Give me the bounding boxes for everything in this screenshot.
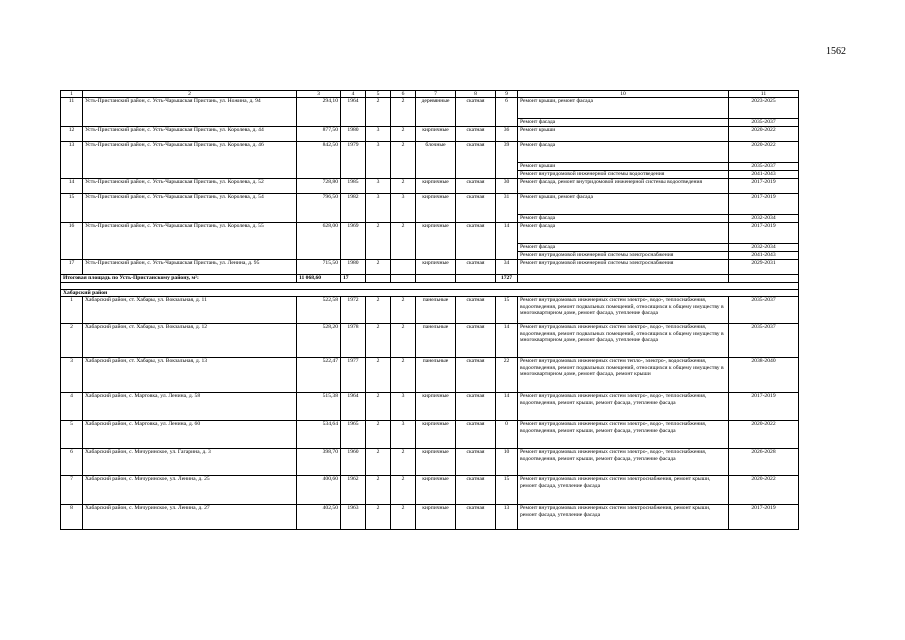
wall-material-cell: кирпичные [416, 127, 456, 142]
works-cell: Ремонт внутридомовых инженерных систем электро-, водо-, теплоснабжения, водоотведения, ремонт крыши, ремонт фасада, утепление фасада [518, 449, 729, 476]
build-year-cell: 1978 [341, 324, 366, 358]
header-cell-floors: 5 [366, 91, 391, 98]
address-cell: Хабарский район, с. Мичуринское, ул. Гагарина, д. 3 [83, 449, 297, 476]
build-year-cell: 1982 [341, 194, 366, 223]
address-cell: Усть-Пристанский район, с. Усть-Чарышская Пристань, ул. Ленина, д. 95 [83, 260, 297, 275]
wall-material-cell: блочные [416, 142, 456, 179]
roof-type-cell: скатная [456, 449, 496, 476]
floors-cell: 2 [366, 358, 391, 393]
page-number: 1562 [826, 46, 846, 57]
roof-type-cell: скатная [456, 127, 496, 142]
period-line: 2035-2037 [729, 162, 798, 170]
wall-material-cell: панельные [416, 358, 456, 393]
works-cell: Ремонт внутридомовых инженерных систем электро-, водо-, теплоснабжения, водоотведения, ремонт крыши, ремонт фасада, утепление фасада [518, 393, 729, 421]
works-cell: Ремонт внутридомовых инженерных систем электро-, водо-, теплоснабжения, водоотведения, ремонт подвальных помещений, относящихся к общему имуществу в многоквартирном доме, ремонт фасада, утепление фасада [518, 324, 729, 358]
period-cell: 2017-2019 [729, 393, 799, 421]
table-row [61, 223, 799, 260]
roof-type-cell: скатная [456, 476, 496, 505]
row-number-cell: 16 [61, 223, 83, 260]
area-cell: 398,70 [297, 449, 341, 476]
address-cell: Усть-Пристанский район, с. Усть-Чарышская Пристань, ул. Королева, д. 52 [83, 179, 297, 194]
build-year-cell: 1969 [341, 223, 366, 260]
floors-cell: 3 [366, 194, 391, 223]
residents-cell: 15 [496, 297, 518, 324]
header-cell-wall-material: 7 [416, 91, 456, 98]
wall-material-cell: кирпичные [416, 393, 456, 421]
wall-material-cell: кирпичные [416, 179, 456, 194]
residents-cell: 10 [496, 449, 518, 476]
address-cell: Хабарский район, ст. Хабары, ул. Вокзальная, д. 11 [83, 297, 297, 324]
address-cell: Хабарский район, ст. Хабары, ул. Вокзальная, д. 12 [83, 324, 297, 358]
residents-cell: 0 [496, 421, 518, 449]
residents-cell: 13 [496, 505, 518, 530]
work-line: Ремонт фасада [518, 243, 728, 251]
period-line: 2041-2043 [729, 251, 798, 259]
entrances-cell: 2 [391, 324, 416, 358]
period-line: 2017-2019 [751, 179, 776, 186]
roof-type-cell: скатная [456, 194, 496, 223]
works-cell [518, 127, 729, 142]
work-line: Ремонт внутридомовой инженерной системы электроснабжения [518, 251, 728, 259]
build-year-cell: 1972 [341, 297, 366, 324]
table-row [61, 393, 799, 421]
roof-type-cell: скатная [456, 421, 496, 449]
header-row [61, 91, 799, 98]
work-line: Ремонт крыши, ремонт фасада [520, 194, 593, 201]
address-cell: Хабарский район, с. Мартовка, ул. Ленина, д. 58 [83, 393, 297, 421]
district-title: Хабарский район [61, 289, 799, 296]
area-cell: 628,00 [297, 223, 341, 260]
works-cell: Ремонт внутридомовых инженерных систем тепло-, электро-, водоснабжения, водоотведения, ремонт подвальных помещений, относящихся к общему имуществу в многоквартирном доме, ремонт фасада, ремонт крыши [518, 358, 729, 393]
roof-type-cell: скатная [456, 223, 496, 260]
roof-type-cell: скатная [456, 505, 496, 530]
wall-material-cell: панельные [416, 324, 456, 358]
build-year-cell: 1962 [341, 476, 366, 505]
works-cell [518, 142, 729, 179]
floors-cell: 2 [366, 393, 391, 421]
wall-material-cell: кирпичные [416, 476, 456, 505]
entrances-cell: 2 [391, 358, 416, 393]
period-line: 2035-2037 [729, 118, 798, 126]
period-cell: 2026-2028 [729, 449, 799, 476]
roof-type-cell: скатная [456, 297, 496, 324]
roof-type-cell: скатная [456, 358, 496, 393]
residents-cell: 39 [496, 142, 518, 179]
entrances-cell: 3 [391, 421, 416, 449]
period-cell: 2038-2040 [729, 358, 799, 393]
address-cell: Хабарский район, ст. Хабары, ул. Вокзальная, д. 13 [83, 358, 297, 393]
area-cell: 402,50 [297, 505, 341, 530]
floors-cell: 2 [366, 505, 391, 530]
row-number-cell: 11 [61, 98, 83, 127]
wall-material-cell: кирпичные [416, 505, 456, 530]
build-year-cell: 1985 [341, 179, 366, 194]
work-line: Ремонт крыши [518, 162, 728, 170]
work-line: Ремонт фасада [520, 223, 556, 230]
period-line: 2032-2034 [729, 243, 798, 251]
period-line: 2017-2019 [751, 223, 776, 230]
build-year-cell: 1963 [341, 505, 366, 530]
area-cell: 522,47 [297, 358, 341, 393]
period-cell [729, 142, 799, 179]
table-row [61, 324, 799, 358]
wall-material-cell: кирпичные [416, 260, 456, 275]
period-line: 2032-2034 [729, 214, 798, 222]
entrances-cell: 2 [391, 142, 416, 179]
floors-cell: 3 [366, 142, 391, 179]
area-cell: 400,60 [297, 476, 341, 505]
work-line: Ремонт внутридомовой инженерной системы водоотведения [518, 170, 728, 178]
area-cell: 528,20 [297, 324, 341, 358]
address-cell: Усть-Пристанский район, с. Усть-Чарышская Пристань, ул. Королева, д. 55 [83, 223, 297, 260]
period-cell: 2020-2022 [729, 421, 799, 449]
address-cell: Усть-Пристанский район, с. Усть-Чарышская Пристань, ул. Королева, д. 44 [83, 127, 297, 142]
floors-cell: 2 [366, 260, 391, 275]
total-row [61, 275, 799, 282]
work-line: Ремонт крыши, ремонт фасада [520, 98, 593, 105]
works-cell [518, 223, 729, 260]
area-cell: 515,38 [297, 393, 341, 421]
entrances-cell: 2 [391, 476, 416, 505]
period-line: 2017-2019 [751, 194, 776, 201]
period-cell [729, 179, 799, 194]
residents-cell: 6 [496, 98, 518, 127]
header-cell-area: 3 [297, 91, 341, 98]
period-cell: 2035-2037 [729, 297, 799, 324]
header-cell-period: 11 [729, 91, 799, 98]
table-row [61, 179, 799, 194]
wall-material-cell: кирпичные [416, 421, 456, 449]
build-year-cell: 1964 [341, 393, 366, 421]
period-cell: 2017-2019 [729, 505, 799, 530]
residents-cell: 14 [496, 223, 518, 260]
roof-type-cell: скатная [456, 260, 496, 275]
residents-cell: 14 [496, 324, 518, 358]
entrances-cell: 2 [391, 127, 416, 142]
floors-cell: 2 [366, 98, 391, 127]
floors-cell: 2 [366, 476, 391, 505]
roof-type-cell: скатная [456, 179, 496, 194]
roof-type-cell: скатная [456, 393, 496, 421]
table-row [61, 505, 799, 530]
period-cell: 2020-2022 [729, 476, 799, 505]
address-cell: Хабарский район, с. Мичуринское, ул. Ленина, д. 27 [83, 505, 297, 530]
period-cell [729, 194, 799, 223]
total-empty-cell [416, 275, 456, 282]
table-row [61, 127, 799, 142]
area-cell: 522,58 [297, 297, 341, 324]
works-cell [518, 194, 729, 223]
table-row [61, 297, 799, 324]
entrances-cell: 2 [391, 449, 416, 476]
header-cell-row-number: 1 [61, 91, 83, 98]
address-cell: Усть-Пристанский район, с. Усть-Чарышская Пристань, ул. Королева, д. 46 [83, 142, 297, 179]
work-line: Ремонт фасада [518, 118, 728, 126]
total-count: 17 [341, 275, 366, 282]
residents-cell: 31 [496, 194, 518, 223]
build-year-cell: 1964 [341, 98, 366, 127]
row-number-cell: 3 [61, 358, 83, 393]
work-line: Ремонт фасада [520, 142, 556, 149]
entrances-cell: 2 [391, 505, 416, 530]
build-year-cell: 1965 [341, 421, 366, 449]
blank-cell [61, 282, 799, 289]
entrances-cell [391, 260, 416, 275]
work-line: Ремонт крыши [520, 127, 556, 134]
area-cell: 294,10 [297, 98, 341, 127]
area-cell: 715,50 [297, 260, 341, 275]
floors-cell: 2 [366, 297, 391, 324]
row-number-cell: 14 [61, 179, 83, 194]
period-line: 2020-2022 [751, 142, 776, 149]
header-cell-address: 2 [83, 91, 297, 98]
residents-cell: 34 [496, 260, 518, 275]
work-line: Ремонт внутридомовой инженерной системы электроснабжения [520, 260, 674, 267]
period-line: 2029-2031 [751, 260, 776, 267]
register-table [60, 90, 799, 530]
wall-material-cell: кирпичные [416, 449, 456, 476]
register-table-body [61, 91, 799, 530]
entrances-cell: 2 [391, 98, 416, 127]
wall-material-cell: панельные [416, 297, 456, 324]
row-number-cell: 4 [61, 393, 83, 421]
area-cell: 534,64 [297, 421, 341, 449]
table-row [61, 421, 799, 449]
floors-cell: 2 [366, 449, 391, 476]
total-area: 11 068,60 [297, 275, 341, 282]
district-row [61, 289, 799, 296]
works-cell [518, 179, 729, 194]
works-cell: Ремонт внутридомовых инженерных систем электроснабжения, ремонт крыши, ремонт фасада, утепление фасада [518, 505, 729, 530]
roof-type-cell: скатная [456, 98, 496, 127]
work-line: Ремонт фасада, ремонт внутридомовой инженерной системы водоотведения [520, 179, 703, 186]
address-cell: Хабарский район, с. Мартовка, ул. Ленина, д. 60 [83, 421, 297, 449]
period-cell: 2035-2037 [729, 324, 799, 358]
row-number-cell: 17 [61, 260, 83, 275]
total-empty-cell [391, 275, 416, 282]
works-cell [518, 260, 729, 275]
row-number-cell: 8 [61, 505, 83, 530]
floors-cell: 2 [366, 324, 391, 358]
works-cell: Ремонт внутридомовых инженерных систем электро-, водо-, теплоснабжения, водоотведения, ремонт крыши, ремонт фасада, утепление фасада [518, 421, 729, 449]
build-year-cell: 1979 [341, 142, 366, 179]
row-number-cell: 1 [61, 297, 83, 324]
works-cell: Ремонт внутридомовых инженерных систем электроснабжения, ремонт крыши, ремонт фасада, утепление фасада [518, 476, 729, 505]
row-number-cell: 12 [61, 127, 83, 142]
header-cell-build-year: 4 [341, 91, 366, 98]
header-cell-entrances: 6 [391, 91, 416, 98]
works-cell: Ремонт внутридомовых инженерных систем электро-, водо-, теплоснабжения, водоотведения, ремонт подвальных помещений, относящихся к общему имуществу в многоквартирном доме, ремонт фасада, утепление фасада [518, 297, 729, 324]
residents-cell: 22 [496, 358, 518, 393]
build-year-cell: 1960 [341, 449, 366, 476]
table-row [61, 260, 799, 275]
header-cell-roof-type: 8 [456, 91, 496, 98]
period-cell [729, 260, 799, 275]
total-empty-cell [456, 275, 496, 282]
area-cell: 877,50 [297, 127, 341, 142]
total-empty-cell [729, 275, 799, 282]
entrances-cell: 2 [391, 223, 416, 260]
works-cell [518, 98, 729, 127]
wall-material-cell: деревянные [416, 98, 456, 127]
period-line: 2020-2022 [751, 127, 776, 134]
address-cell: Усть-Пристанский район, с. Усть-Чарышская Пристань, ул. Ножина, д. 94 [83, 98, 297, 127]
table-row [61, 194, 799, 223]
entrances-cell: 3 [391, 194, 416, 223]
row-number-cell: 2 [61, 324, 83, 358]
build-year-cell: 1980 [341, 260, 366, 275]
entrances-cell: 2 [391, 297, 416, 324]
total-residents: 1727 [496, 275, 518, 282]
wall-material-cell: кирпичные [416, 194, 456, 223]
period-line: 2041-2043 [729, 170, 798, 178]
floors-cell: 2 [366, 421, 391, 449]
residents-cell: 15 [496, 476, 518, 505]
blank-row [61, 282, 799, 289]
row-number-cell: 7 [61, 476, 83, 505]
build-year-cell: 1977 [341, 358, 366, 393]
wall-material-cell: кирпичные [416, 223, 456, 260]
header-cell-residents: 9 [496, 91, 518, 98]
table-row [61, 449, 799, 476]
period-cell [729, 223, 799, 260]
total-empty-cell [518, 275, 729, 282]
floors-cell: 3 [366, 179, 391, 194]
header-cell-works: 10 [518, 91, 729, 98]
floors-cell: 3 [366, 127, 391, 142]
period-cell [729, 127, 799, 142]
area-cell: 796,50 [297, 194, 341, 223]
entrances-cell: 3 [391, 393, 416, 421]
address-cell: Усть-Пристанский район, с. Усть-Чарышская Пристань, ул. Королева, д. 54 [83, 194, 297, 223]
residents-cell: 14 [496, 393, 518, 421]
row-number-cell: 15 [61, 194, 83, 223]
roof-type-cell: скатная [456, 142, 496, 179]
total-label: Итоговая площадь по Усть-Пристанскому району, м²: [61, 275, 297, 282]
residents-cell: 36 [496, 127, 518, 142]
address-cell: Хабарский район, с. Мичуринское, ул. Ленина, д. 25 [83, 476, 297, 505]
row-number-cell: 13 [61, 142, 83, 179]
row-number-cell: 5 [61, 421, 83, 449]
period-line: 2023-2025 [751, 98, 776, 105]
entrances-cell: 2 [391, 179, 416, 194]
roof-type-cell: скатная [456, 324, 496, 358]
table-row [61, 358, 799, 393]
table-row [61, 476, 799, 505]
floors-cell: 2 [366, 223, 391, 260]
period-cell [729, 98, 799, 127]
table-row [61, 98, 799, 127]
total-empty-cell [366, 275, 391, 282]
row-number-cell: 6 [61, 449, 83, 476]
area-cell: 842,50 [297, 142, 341, 179]
build-year-cell: 1980 [341, 127, 366, 142]
table-row [61, 142, 799, 179]
area-cell: 728,80 [297, 179, 341, 194]
work-line: Ремонт фасада [518, 214, 728, 222]
residents-cell: 30 [496, 179, 518, 194]
